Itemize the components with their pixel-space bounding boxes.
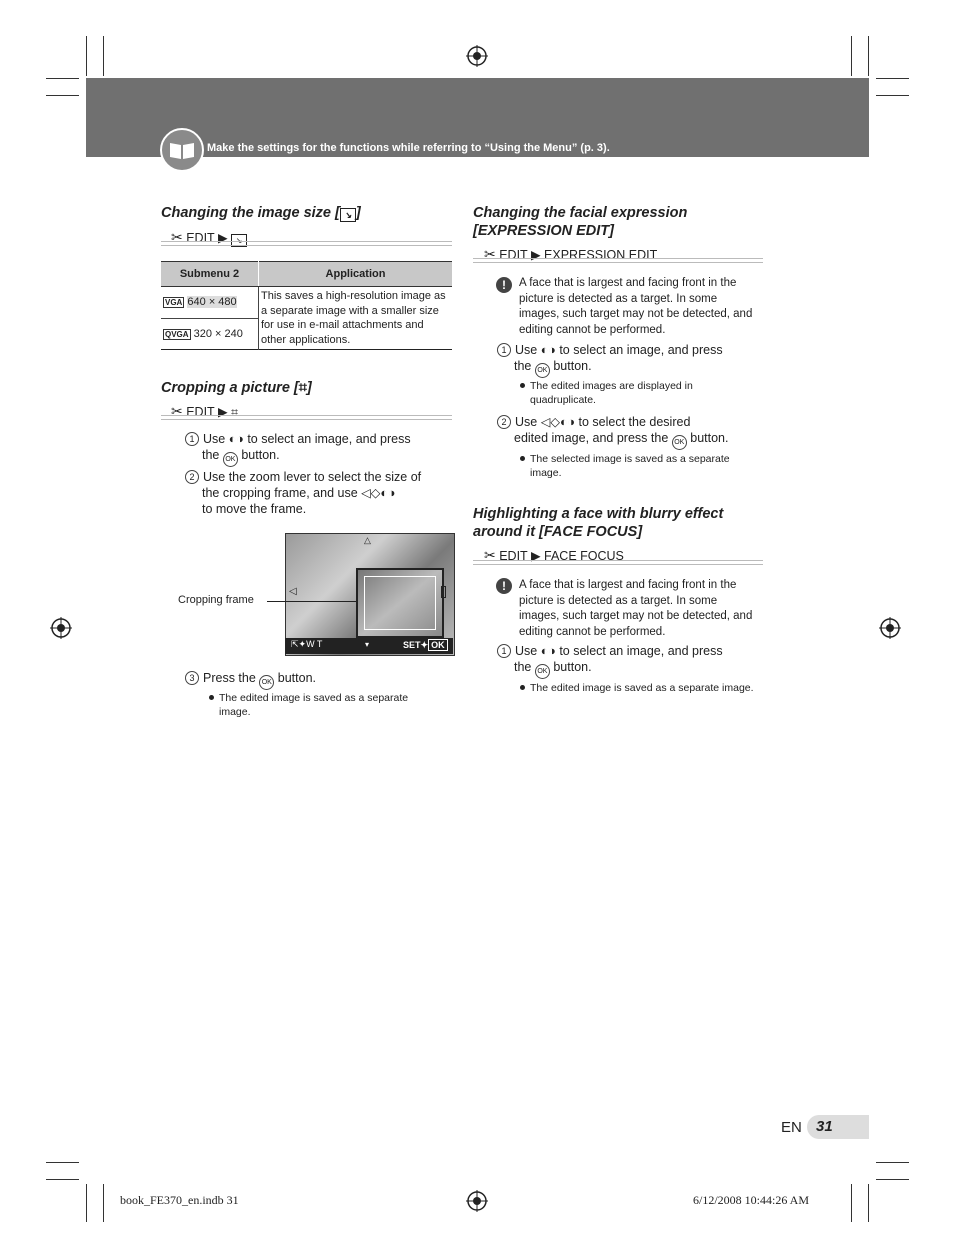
step-1: 1 Use ◐◑ to select an image, and press the OK button. bbox=[497, 643, 767, 679]
application-text: This saves a high-resolution image as a separate image with a smaller size for use in e-mail attachments and other applications. bbox=[261, 290, 446, 346]
menu-path: ✂ EDIT ▶ EXPRESSION EDIT bbox=[484, 246, 658, 262]
step-2: 2 Use ◁◇◐◑ to select the desired edited image, and press the OK button. bbox=[497, 414, 767, 450]
step-number: 3 bbox=[185, 671, 199, 685]
crop-mark bbox=[46, 1179, 79, 1180]
warning-icon: ! bbox=[496, 578, 512, 594]
header-instruction: Make the settings for the functions while referring to “Using the Menu” (p. 3). bbox=[207, 142, 610, 154]
warning-text: A face that is largest and facing front in the picture is detected as a target. In some images, such target may not be detected, and editing cannot be performed. bbox=[519, 579, 753, 638]
arrow-right-icon bbox=[441, 586, 446, 598]
set-ok-label: SET✦ OK bbox=[403, 640, 448, 651]
arrow-left-icon: ◁ bbox=[289, 586, 297, 597]
crop-mark bbox=[103, 36, 104, 76]
crop-mark bbox=[851, 36, 852, 76]
scissors-icon: ✂ bbox=[484, 547, 496, 563]
bullet bbox=[520, 383, 525, 388]
ok-button-icon: OK bbox=[535, 363, 550, 378]
crop-mark bbox=[876, 1179, 909, 1180]
crop-mark bbox=[868, 1184, 869, 1222]
arrow-up-icon: △ bbox=[364, 535, 371, 545]
crop-icon: ⌗ bbox=[298, 380, 307, 396]
table-row: QVGA 320 × 240 bbox=[161, 318, 259, 350]
step-number: 2 bbox=[497, 415, 511, 429]
step-number: 1 bbox=[497, 343, 511, 357]
arrow-down-icon: ▾ bbox=[365, 640, 370, 649]
ok-button-icon: OK bbox=[672, 435, 687, 450]
book-icon bbox=[160, 128, 204, 172]
arrow-pad-icon: ◐◑ bbox=[540, 343, 556, 357]
table-row: VGA 640 × 480 bbox=[161, 287, 259, 319]
warning-icon: ! bbox=[496, 277, 512, 293]
table-header: Application bbox=[259, 262, 453, 287]
warning-text: A face that is largest and facing front in the picture is detected as a target. In some images, such target may not be detected, and editing cannot be performed. bbox=[519, 277, 753, 336]
bullet bbox=[520, 456, 525, 461]
image-size-table bbox=[161, 261, 452, 350]
divider bbox=[161, 415, 452, 420]
ok-button-icon: OK bbox=[535, 664, 550, 679]
note: The edited image is saved as a separate image. bbox=[530, 682, 754, 694]
step-1: 1 Use ◐◑ to select an image, and press the OK button. bbox=[185, 431, 455, 467]
step-1: 1 Use ◐◑ to select an image, and press the OK button. bbox=[497, 342, 767, 378]
step-2: 2 Use the zoom lever to select the size of the cropping frame, and use ◁◇◐◑ to move the frame. bbox=[185, 469, 455, 517]
cropping-frame-label: Cropping frame bbox=[178, 594, 254, 606]
scissors-icon: ✂ bbox=[171, 403, 183, 419]
ok-button-icon: OK bbox=[223, 452, 238, 467]
table-header: Submenu 2 bbox=[161, 262, 259, 287]
divider bbox=[473, 560, 763, 565]
menu-path: ✂ EDIT ▶ ↘ bbox=[171, 229, 247, 247]
language-label: EN bbox=[781, 1119, 802, 1136]
menu-path: ✂ EDIT ▶ ⌗ bbox=[171, 403, 239, 419]
note: The selected image is saved as a separate image. bbox=[530, 453, 730, 479]
crop-mark bbox=[876, 78, 909, 79]
crop-mark bbox=[868, 36, 869, 76]
bullet bbox=[520, 685, 525, 690]
crop-mark bbox=[103, 1184, 104, 1222]
crop-icon: ⌗ bbox=[231, 405, 239, 419]
arrow-pad-icon: ◁◇◐◑ bbox=[540, 415, 576, 429]
crop-mark bbox=[86, 1184, 87, 1222]
section-title-face-focus: Highlighting a face with blurry effect around it [FACE FOCUS] bbox=[473, 506, 724, 540]
arrow-pad-icon: ◐◑ bbox=[228, 432, 244, 446]
footer-file: book_FE370_en.indb 31 bbox=[120, 1193, 239, 1207]
note: The edited images are displayed in quadruplicate. bbox=[530, 380, 693, 406]
section-title-expression: Changing the facial expression [EXPRESSION EDIT] bbox=[473, 205, 688, 239]
page-number: 31 bbox=[816, 1118, 833, 1135]
zoom-lever-icon: ⇱✦W T bbox=[291, 639, 323, 649]
scissors-icon: ✂ bbox=[171, 229, 183, 245]
step-number: 1 bbox=[185, 432, 199, 446]
qvga-icon: QVGA bbox=[165, 329, 189, 339]
leader-line bbox=[267, 601, 356, 602]
arrow-pad-icon: ◁◇◐◑ bbox=[361, 486, 396, 500]
camera-status-bar bbox=[285, 638, 453, 654]
step-number: 1 bbox=[497, 644, 511, 658]
crop-mark bbox=[876, 95, 909, 96]
registration-mark-icon bbox=[466, 45, 488, 67]
section-title-image-size: Changing the image size [ ↘ ] bbox=[161, 205, 361, 221]
crop-mark bbox=[46, 95, 79, 96]
crop-mark bbox=[851, 1184, 852, 1222]
resize-icon: ↘ bbox=[340, 208, 356, 222]
crop-mark bbox=[46, 78, 79, 79]
registration-mark-icon bbox=[466, 1190, 488, 1212]
crop-mark bbox=[46, 1162, 79, 1163]
ok-button-icon: OK bbox=[259, 675, 274, 690]
step-number: 2 bbox=[185, 470, 199, 484]
registration-mark-icon bbox=[50, 617, 72, 639]
note: The edited image is saved as a separate image. bbox=[219, 692, 409, 718]
bullet bbox=[209, 695, 214, 700]
crop-mark bbox=[876, 1162, 909, 1163]
arrow-pad-icon: ◐◑ bbox=[540, 644, 556, 658]
step-3: 3 Press the OK button. bbox=[185, 670, 455, 690]
divider bbox=[161, 241, 452, 246]
section-title-cropping: Cropping a picture [⌗] bbox=[161, 380, 312, 396]
vga-icon: VGA bbox=[165, 298, 183, 308]
footer-timestamp: 6/12/2008 10:44:26 AM bbox=[693, 1193, 810, 1207]
divider bbox=[473, 258, 763, 263]
menu-path: ✂ EDIT ▶ FACE FOCUS bbox=[484, 547, 624, 563]
crop-mark bbox=[86, 36, 87, 76]
scissors-icon: ✂ bbox=[484, 246, 496, 262]
registration-mark-icon bbox=[879, 617, 901, 639]
resize-icon: ↘ bbox=[231, 234, 247, 247]
cropping-frame bbox=[356, 568, 444, 638]
